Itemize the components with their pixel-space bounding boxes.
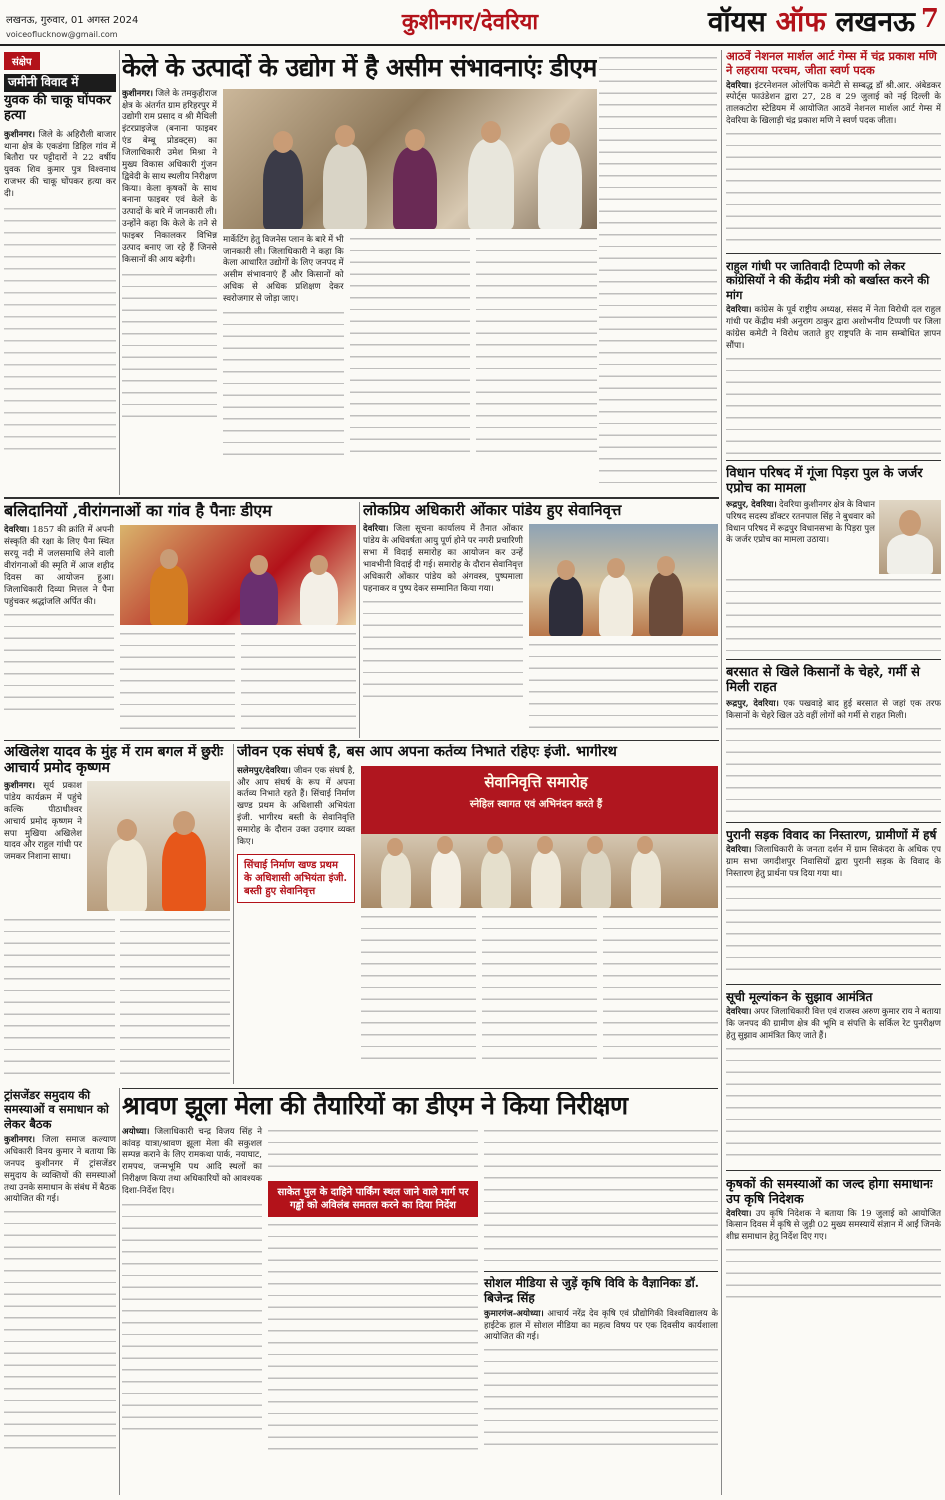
- story-text: जिलाधिकारी चन्द्र विजय सिंह ने कांवड़ यात्रा/श्रावण झूला मेला की सकुशल सम्पन्न कराने के लिए रामकथा पार्क, नयाघाट, रामपथ, जन्मभूमि पथ आदि स्थलों का निरीक्षण किया तथा अधिकारियों को आवश्यक दिशा-निर्देश दिए।: [122, 1126, 262, 1197]
- story-title: ट्रांसजेंडर समुदाय की समस्याओं व समाधान को लेकर बैठक: [4, 1088, 109, 1131]
- text-column-lines: [726, 725, 941, 817]
- story-title: पुरानी सड़क विवाद का निस्तारण, ग्रामीणों में हर्ष: [726, 827, 937, 842]
- lead-story-continued: [599, 54, 717, 494]
- banner-text: स्नेहिल स्वागत एवं अभिनंदन करते हैं: [469, 798, 603, 810]
- story-text: उप कृषि निदेशक ने बताया कि 19 जुलाई को आयोजित किसान दिवस में कृषि से जुड़ी 02 मुख्य समस्यायें संज्ञान में आईं जिनके शीघ्र समाधान हेतु निर्देश दिए गए।: [726, 1208, 941, 1243]
- story-title: जीवन एक संघर्ष है, बस आप अपना कर्तव्य निभाते रहिएः इंजी. भागीरथ: [237, 744, 617, 760]
- story-title: राहुल गांधी पर जातिवादी टिप्पणी को लेकर कांग्रेसियों ने की केंद्रीय मंत्री को बर्खास्त करने की मांग: [726, 259, 930, 302]
- transgender-story: [4, 1088, 116, 1495]
- dateline: देवरिया।: [726, 80, 752, 91]
- text-column-lines: [122, 271, 217, 421]
- text-column-lines: [726, 576, 941, 654]
- lead-photo: [223, 89, 597, 229]
- text-column-lines: [241, 630, 356, 730]
- acharya-photo: [87, 781, 230, 911]
- text-column-lines: [726, 883, 941, 979]
- logo-word-3: लखनऊ: [835, 5, 915, 38]
- column-divider: [721, 50, 722, 1495]
- dateline: कुशीनगर।: [4, 129, 36, 140]
- text-column-lines: [361, 913, 476, 1068]
- text-column-lines: [350, 235, 471, 460]
- ceremony-photo: [361, 766, 718, 908]
- sidebar-brief: [4, 50, 116, 495]
- story-text: जिला सूचना कार्यालय में तैनात ओंकार पांडेय के अधिवर्षता आयु पूर्ण होने पर नगरी प्रचारिणी सभा में विदाई समारोह का आयोजन कर उन्हें भावभीनी विदाई दी गई। समारोह के दौरान सेवानिवृत्त अधिकारी ओंकार पांडेय को अंगवस्त्र, पुष्पमाला पहनाकर व पुष्प देकर सम्मानित किया गया।: [363, 524, 523, 594]
- text-column-lines: [122, 1201, 262, 1431]
- paina-photo: [120, 525, 356, 625]
- page-number: 7: [920, 4, 939, 34]
- text-column-lines: [599, 54, 717, 484]
- text-column-lines: [4, 205, 116, 455]
- dateline: देवरिया।: [4, 525, 30, 536]
- text-column-lines: [4, 611, 114, 711]
- text-column-lines: [482, 913, 597, 1068]
- text-column-lines: [363, 598, 523, 698]
- text-column-lines: [726, 1246, 941, 1306]
- masthead: [0, 0, 945, 46]
- story-text: एक पखवाड़े बाद हुई बरसात से जहां एक तरफ किसानों के चेहरे खिल उठे वहीं लोगों को गर्मी से राहत मिली।: [726, 698, 941, 721]
- logo-word-2: ऑफ: [775, 5, 826, 38]
- paina-story: [4, 502, 356, 738]
- story-text: देवरिया कुशीनगर क्षेत्र के विधान परिषद सदस्य डॉक्टर रतनपाल सिंह ने बुधवार को विधान परिषद में रूद्रपुर विधानसभा के पिड़रा पुल के जर्जर एप्रोच का मामला उठाया।: [726, 499, 875, 546]
- story-title: कृषकों की समस्याओं का जल्द होगा समाधानः उप कृषि निदेशक: [726, 1175, 933, 1206]
- text-column-lines: [603, 913, 718, 1068]
- text-column-lines: [223, 309, 344, 459]
- story-title: लोकप्रिय अधिकारी ओंकार पांडेय हुए सेवानिवृत्त: [363, 502, 622, 519]
- story-text: मार्केटिंग हेतु विजनेस प्लान के बारे में भी जानकारी ली। जिलाधिकारी ने कहा कि केला आधारित उद्योगों के लिए जनपद में असीम संभावनाएं हैं और किसानों को अधिक से अधिक प्रशिक्षण देकर स्वरोजगार से जोड़ा जाए।: [223, 234, 344, 305]
- brief-tag: संक्षेप: [4, 52, 40, 70]
- retirement-story: [363, 502, 718, 738]
- text-column-lines: [120, 630, 235, 730]
- story-title: आठवें नेशनल मार्शल आर्ट गेम्स में चंद्र प्रकाश मणि ने लहराया परचम, जीता स्वर्ण पदक: [726, 50, 937, 77]
- text-column-lines: [484, 1127, 718, 1267]
- dateline: रूद्रपुर, देवरिया।: [726, 499, 777, 510]
- dateline: देवरिया।: [726, 845, 752, 856]
- dateline: देवरिया।: [363, 524, 389, 535]
- section-rule: [122, 1088, 718, 1089]
- issue-date: लखनऊ, गुरुवार, 01 अगस्त 2024: [6, 15, 139, 26]
- dateline: कुशीनगर।: [4, 781, 36, 792]
- akhilesh-story: [4, 744, 230, 1084]
- column-divider: [119, 50, 120, 495]
- story-text: जिलाधिकारी के जनता दर्शन में ग्राम सिकंदरा के अधिक एप ग्राम सभा जगदीशपुर निवासियों द्वारा पुरानी सड़क के विवाद के निस्तारण हेतु प्रार्थना पत्र दिया गया था।: [726, 845, 941, 879]
- story-text: 1857 की क्रांति में अपनी संस्कृति की रक्षा के लिए पैना स्थित सरयू नदी में जलसमाधि लेने वाली वीरांगनाओं की स्मृति में आज शहीद दिवस का आयोजन हुआ। जिलाधिकारी दिव्या मित्तल ने पैना पहुंचकर श्रद्धांजलि अर्पित की।: [4, 525, 114, 607]
- text-column-lines: [4, 916, 115, 1076]
- story-text: जिले के अहिरौली बाजार थाना क्षेत्र के एकडंगा डिहिल गांव में बितौरा पर पट्टीदारों ने 22 वर्षीय युवक शिव कुमार पुत्र विश्वनाथ राजभर की चाकू घोंपकर हत्या कर दी।: [4, 129, 116, 199]
- dateline: सलेमपुर/देवरिया।: [237, 765, 291, 776]
- text-column-lines: [529, 641, 718, 729]
- engineer-story: [237, 744, 718, 1084]
- story-title: सूची मूल्यांकन के सुझाव आमंत्रित: [726, 989, 873, 1004]
- column-divider: [359, 502, 360, 738]
- story-title: अखिलेश यादव के मुंह में राम बगल में छुरीः आचार्य प्रमोद कृष्णम: [4, 744, 224, 777]
- dateline: देवरिया।: [726, 1007, 752, 1018]
- story-title: श्रावण झूला मेला की तैयारियों का डीएम ने किया निरीक्षण: [122, 1092, 628, 1120]
- lead-headline: केले के उत्पादों के उद्योग में है असीम संभावनाएंः डीएम: [122, 54, 597, 82]
- pull-quote: साकेत पुल के दाहिने पार्किंग स्थल जाने वाले मार्ग पर गड्ढों को अविलंब समतल करने का दिया निर्देश: [268, 1181, 478, 1217]
- shravan-story: [122, 1092, 718, 1495]
- text-column-lines: [120, 916, 231, 1076]
- dateline: कुशीनगर।: [122, 88, 154, 99]
- text-column-lines: [726, 1045, 941, 1165]
- lead-story: [122, 54, 597, 494]
- section-title: कुशीनगर/देवरिया: [401, 9, 539, 35]
- section-rule: [4, 497, 719, 499]
- section-rule: [4, 740, 719, 741]
- text-column-lines: [484, 1346, 718, 1446]
- story-title: युवक की चाकू घोंपकर हत्या: [4, 92, 112, 123]
- story-text: इंटरनेशनल ओलंपिक कमेटी से सम्बद्ध डॉ श्री.आर. अंबेडकर स्पोर्ट्स फाउंडेशन द्वारा 27, 28 व 29 जुलाई को नई दिल्ली के तालकटोरा स्टेडियम में आयोजित आठवें नेशनल मार्शल आर्ट गेम्स में देवरिया के खिलाड़ी चंद्र प्रकाश मणि ने स्वर्ण पदक जीता।: [726, 80, 941, 127]
- text-column-lines: [726, 130, 941, 248]
- newspaper-logo: [708, 2, 915, 40]
- story-text: जिला समाज कल्याण अधिकारी विनय कुमार ने बताया कि जनपद कुशीनगर में ट्रांसजेंडर समुदाय के व्यक्तियों की समस्याओं तथा उनके समाधान के संबंध में बैठक आयोजित की गई।: [4, 1135, 116, 1205]
- right-column: [726, 50, 941, 1495]
- column-divider: [119, 1088, 120, 1495]
- text-column-lines: [4, 1208, 116, 1458]
- story-title: विधान परिषद में गूंजा पिड़रा पुल के जर्जर एप्रोच का मामला: [726, 465, 923, 497]
- dateline: रूद्रपुर, देवरिया।: [726, 698, 779, 709]
- dateline: अयोध्या।: [122, 1126, 150, 1137]
- text-column-lines: [726, 355, 941, 455]
- logo-word-1: वॉयस: [707, 5, 766, 38]
- dateline: कुमारगंज-अयोध्या।: [484, 1308, 544, 1319]
- text-column-lines: [476, 235, 597, 460]
- dateline: देवरिया।: [726, 1208, 752, 1219]
- story-text: आचार्य नरेंद्र देव कृषि एवं प्रौद्योगिकी विश्वविद्यालय के हाईटेक हाल में सोशल मीडिया का महत्व विषय पर एक दिवसीय कार्यशाला आयोजित की गई।: [484, 1308, 718, 1343]
- story-title: जमीनी विवाद में: [4, 74, 116, 92]
- text-column-lines: [268, 1127, 478, 1177]
- pull-quote: सिंचाई निर्माण खण्ड प्रथम के अधिशासी अभियंता इंजी. बस्ती हुए सेवानिवृत्त: [237, 854, 355, 903]
- story-text: कांग्रेस के पूर्व राष्ट्रीय अध्यक्ष, संसद में नेता विरोधी दल राहुल गांधी पर केंद्रीय मंत्री अनुराग ठाकुर द्वारा अशोभनीय टिप्पणी पर जिला कांग्रेस कमेटी ने विरोध जताते हुए राष्ट्रपति के नाम सम्बोधित ज्ञापन सौंपा।: [726, 305, 941, 351]
- story-title: बलिदानियों ,वीरांगनाओं का गांव है पैनाः डीएम: [4, 502, 272, 520]
- column-divider: [233, 744, 234, 1084]
- story-title: सोशल मीडिया से जुड़ें कृषि विवि के वैज्ञानिकः डॉ. बिजेन्द्र सिंह: [484, 1275, 699, 1305]
- text-column-lines: [268, 1221, 478, 1451]
- dateline: कुशीनगर।: [4, 1135, 36, 1146]
- banner-text: सेवानिवृत्ति समारोह: [484, 772, 588, 791]
- email-address[interactable]: voiceoflucknow@gmail.com: [6, 30, 118, 39]
- dateline: देवरिया।: [726, 305, 752, 316]
- retirement-photo: [529, 524, 718, 636]
- story-title: बरसात से खिले किसानों के चेहरे, गर्मी से मिली राहत: [726, 664, 920, 696]
- story-text: सूर्य प्रकाश पांडेय कार्यक्रम में पहुंचे कल्कि पीठाधीश्वर आचार्य प्रमोद कृष्णम ने सपा मुखिया अखिलेश यादव और राहुल गांधी पर जमकर निशाना साधा।: [4, 781, 82, 863]
- story-text: अपर जिलाधिकारी वित्त एवं राजस्व अरुण कुमार राय ने बताया कि जनपद की ग्रामीण क्षेत्र की भूमि व संपत्ति के सर्किल रेट पुनरीक्षण हेतु सुझाव आमंत्रित किए जाते हैं।: [726, 1007, 941, 1041]
- story-text: जिले के तमकुहीराज क्षेत्र के अंतर्गत ग्राम हरिहरपुर में उद्योगी राम प्रसाद व श्री मैथिली इंटरप्राइजेज (बनाना फाइबर एंड बेम्बू प्रोडक्ट्स) का जिलाधिकारी उमेश मिश्रा ने मुख्य विकास अधिकारी गुंजन द्विवेदी के साथ स्थलीय निरीक्षण किया। केला कृषकों के साथ बनाना फाइबर एवं केले के उत्पादों के बारे में जानकारी ली। उन्होंने कहा कि केले के तने से फाइबर निकालकर विभिन्न उत्पाद बनाए जा रहे हैं जिनसे किसानों की आय बढ़ेगी।: [122, 88, 217, 265]
- story-text: जीवन एक संघर्ष है, और आप संघर्ष के रूप में अपना कर्तव्य निभाते रहते हैं। सिंचाई निर्माण खण्ड प्रथम के अधिशासी अभियंता इंजी. भागीरथ बस्ती के सेवानिवृत्ति समारोह के दौरान उक्त उदगार व्यक्त किए।: [237, 765, 355, 847]
- portrait-photo: [879, 500, 941, 574]
